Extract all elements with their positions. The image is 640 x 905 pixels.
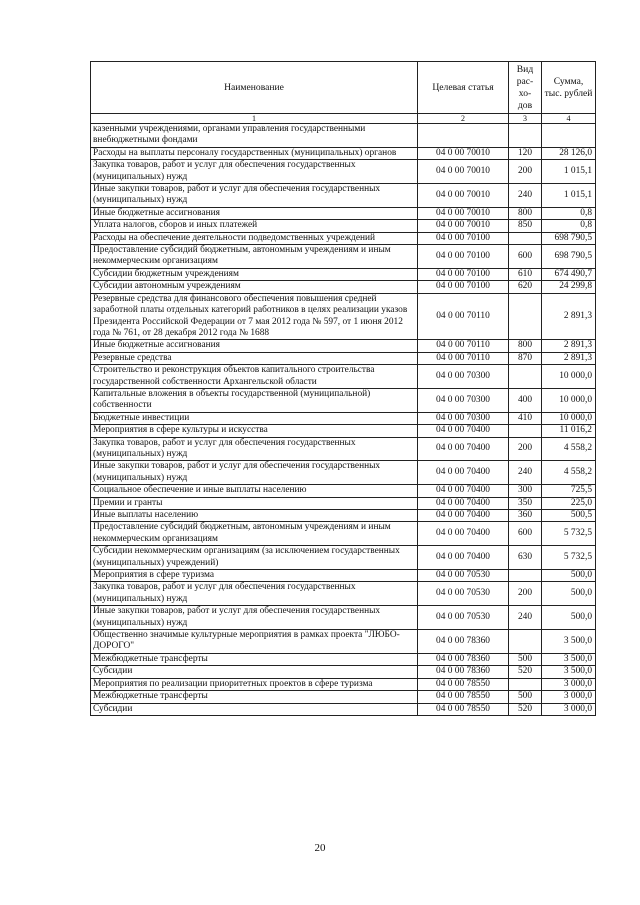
row-target-article: 04 0 00 70400 bbox=[418, 461, 509, 485]
row-expense-type: 200 bbox=[509, 437, 542, 461]
row-expense-type: 360 bbox=[509, 510, 542, 522]
row-sum: 5 732,5 bbox=[542, 522, 596, 546]
row-sum: 500,0 bbox=[542, 582, 596, 606]
row-sum: 500,0 bbox=[542, 570, 596, 582]
row-name: Капитальные вложения в объекты государственной (муниципальной) собственности bbox=[91, 388, 418, 412]
row-target-article bbox=[418, 124, 509, 148]
row-expense-type bbox=[509, 630, 542, 654]
header-sum: Сумма, тыс. рублей bbox=[542, 62, 596, 114]
row-target-article: 04 0 00 78550 bbox=[418, 691, 509, 703]
row-name: Закупка товаров, работ и услуг для обеспечения государственных (муниципальных) нужд bbox=[91, 437, 418, 461]
row-sum: 11 016,2 bbox=[542, 425, 596, 437]
table-row bbox=[91, 207, 596, 219]
column-number: 4 bbox=[542, 114, 596, 124]
table-row bbox=[91, 582, 596, 606]
table-row bbox=[91, 425, 596, 437]
table-row bbox=[91, 124, 596, 148]
row-target-article: 04 0 00 70100 bbox=[418, 268, 509, 280]
row-name: Уплата налогов, сборов и иных платежей bbox=[91, 220, 418, 232]
row-target-article: 04 0 00 70300 bbox=[418, 388, 509, 412]
row-expense-type: 300 bbox=[509, 485, 542, 497]
row-expense-type bbox=[509, 678, 542, 690]
row-target-article: 04 0 00 78550 bbox=[418, 678, 509, 690]
row-target-article: 04 0 00 70010 bbox=[418, 147, 509, 159]
row-expense-type: 800 bbox=[509, 340, 542, 352]
row-sum: 225,0 bbox=[542, 497, 596, 509]
table-row bbox=[91, 678, 596, 690]
row-name: Строительство и реконструкция объектов капитального строительства государственной собственности Архангельской области bbox=[91, 365, 418, 389]
row-expense-type: 240 bbox=[509, 461, 542, 485]
page-number: 20 bbox=[314, 842, 326, 854]
table-row bbox=[91, 365, 596, 389]
column-number: 2 bbox=[418, 114, 509, 124]
table-row bbox=[91, 268, 596, 280]
row-name: Резервные средства для финансового обеспечения повышения средней заработной платы отдельных категорий работников в целях реализации указов Президента Российской Федерации от 7 мая 2012 года № 597, от 1 июня 2012 года № 761, от 28 декабря 2012 года № 1688 bbox=[91, 293, 418, 340]
row-expense-type: 240 bbox=[509, 184, 542, 208]
row-name: Иные закупки товаров, работ и услуг для обеспечения государственных (муниципальных) нужд bbox=[91, 606, 418, 630]
row-name: Субсидии автономным учреждениям bbox=[91, 281, 418, 293]
row-expense-type: 610 bbox=[509, 268, 542, 280]
table-row bbox=[91, 522, 596, 546]
row-sum: 3 000,0 bbox=[542, 703, 596, 715]
row-name: Общественно значимые культурные мероприятия в рамках проекта "ЛЮБО-ДОРОГО" bbox=[91, 630, 418, 654]
row-sum: 3 500,0 bbox=[542, 630, 596, 654]
row-name: Предоставление субсидий бюджетным, автономным учреждениям и иным некоммерческим организациям bbox=[91, 522, 418, 546]
row-expense-type bbox=[509, 365, 542, 389]
row-expense-type: 200 bbox=[509, 582, 542, 606]
row-target-article: 04 0 00 78360 bbox=[418, 630, 509, 654]
row-sum: 500,5 bbox=[542, 510, 596, 522]
table-row bbox=[91, 220, 596, 232]
row-sum: 10 000,0 bbox=[542, 412, 596, 424]
table-row bbox=[91, 630, 596, 654]
row-target-article: 04 0 00 70400 bbox=[418, 425, 509, 437]
column-number: 3 bbox=[509, 114, 542, 124]
table-row bbox=[91, 232, 596, 244]
table-row bbox=[91, 510, 596, 522]
row-expense-type: 350 bbox=[509, 497, 542, 509]
row-sum: 0,8 bbox=[542, 207, 596, 219]
row-expense-type: 120 bbox=[509, 147, 542, 159]
table-row bbox=[91, 412, 596, 424]
row-name: Закупка товаров, работ и услуг для обеспечения государственных (муниципальных) нужд bbox=[91, 582, 418, 606]
row-sum: 28 126,0 bbox=[542, 147, 596, 159]
row-sum: 2 891,3 bbox=[542, 340, 596, 352]
row-target-article: 04 0 00 78360 bbox=[418, 666, 509, 678]
row-sum: 3 500,0 bbox=[542, 666, 596, 678]
table-row bbox=[91, 147, 596, 159]
row-target-article: 04 0 00 70400 bbox=[418, 485, 509, 497]
row-name: Иные бюджетные ассигнования bbox=[91, 340, 418, 352]
row-target-article: 04 0 00 70110 bbox=[418, 340, 509, 352]
row-expense-type: 800 bbox=[509, 207, 542, 219]
row-expense-type: 240 bbox=[509, 606, 542, 630]
row-name: Межбюджетные трансферты bbox=[91, 653, 418, 665]
row-expense-type bbox=[509, 425, 542, 437]
row-sum: 0,8 bbox=[542, 220, 596, 232]
row-expense-type: 520 bbox=[509, 703, 542, 715]
row-sum: 10 000,0 bbox=[542, 365, 596, 389]
row-sum: 698 790,5 bbox=[542, 245, 596, 269]
row-name: Мероприятия по реализации приоритетных проектов в сфере туризма bbox=[91, 678, 418, 690]
row-target-article: 04 0 00 70010 bbox=[418, 220, 509, 232]
row-name: Субсидии bbox=[91, 666, 418, 678]
row-expense-type: 630 bbox=[509, 546, 542, 570]
row-sum: 1 015,1 bbox=[542, 184, 596, 208]
row-target-article: 04 0 00 70530 bbox=[418, 606, 509, 630]
table-row bbox=[91, 160, 596, 184]
row-target-article: 04 0 00 70530 bbox=[418, 570, 509, 582]
row-name: казенными учреждениями, органами управления государственными внебюджетными фондами bbox=[91, 124, 418, 148]
table-header-row bbox=[91, 62, 596, 114]
table-row bbox=[91, 703, 596, 715]
row-target-article: 04 0 00 70110 bbox=[418, 352, 509, 364]
row-sum: 2 891,3 bbox=[542, 352, 596, 364]
table-row bbox=[91, 653, 596, 665]
row-target-article: 04 0 00 70400 bbox=[418, 497, 509, 509]
row-expense-type: 870 bbox=[509, 352, 542, 364]
row-name: Иные закупки товаров, работ и услуг для обеспечения государственных (муниципальных) нужд bbox=[91, 184, 418, 208]
header-name: Наименование bbox=[91, 62, 418, 114]
row-sum: 2 891,3 bbox=[542, 293, 596, 340]
header-target-article: Целевая статья bbox=[418, 62, 509, 114]
row-expense-type: 200 bbox=[509, 160, 542, 184]
row-sum: 10 000,0 bbox=[542, 388, 596, 412]
row-name: Иные выплаты населению bbox=[91, 510, 418, 522]
row-target-article: 04 0 00 70010 bbox=[418, 184, 509, 208]
row-expense-type: 620 bbox=[509, 281, 542, 293]
row-target-article: 04 0 00 70100 bbox=[418, 281, 509, 293]
row-name: Резервные средства bbox=[91, 352, 418, 364]
row-expense-type: 600 bbox=[509, 245, 542, 269]
row-sum: 4 558,2 bbox=[542, 437, 596, 461]
table-row bbox=[91, 184, 596, 208]
row-name: Бюджетные инвестиции bbox=[91, 412, 418, 424]
row-target-article: 04 0 00 70110 bbox=[418, 293, 509, 340]
row-target-article: 04 0 00 70400 bbox=[418, 437, 509, 461]
row-name: Расходы на выплаты персоналу государственных (муниципальных) органов bbox=[91, 147, 418, 159]
table-row bbox=[91, 352, 596, 364]
column-number-row bbox=[91, 114, 596, 124]
row-sum: 674 490,7 bbox=[542, 268, 596, 280]
table-row bbox=[91, 437, 596, 461]
row-expense-type: 500 bbox=[509, 691, 542, 703]
column-number: 1 bbox=[91, 114, 418, 124]
table-row bbox=[91, 388, 596, 412]
table-row bbox=[91, 546, 596, 570]
row-name: Мероприятия в сфере культуры и искусства bbox=[91, 425, 418, 437]
row-name: Субсидии некоммерческим организациям (за исключением государственных (муниципальных) учреждений) bbox=[91, 546, 418, 570]
table-row bbox=[91, 570, 596, 582]
row-sum: 1 015,1 bbox=[542, 160, 596, 184]
row-name: Субсидии бюджетным учреждениям bbox=[91, 268, 418, 280]
row-sum: 3 000,0 bbox=[542, 691, 596, 703]
table-row bbox=[91, 606, 596, 630]
row-name: Закупка товаров, работ и услуг для обеспечения государственных (муниципальных) нужд bbox=[91, 160, 418, 184]
row-expense-type: 520 bbox=[509, 666, 542, 678]
row-expense-type bbox=[509, 570, 542, 582]
table-row bbox=[91, 340, 596, 352]
row-expense-type: 600 bbox=[509, 522, 542, 546]
row-expense-type bbox=[509, 232, 542, 244]
row-target-article: 04 0 00 70300 bbox=[418, 412, 509, 424]
row-sum: 3 500,0 bbox=[542, 653, 596, 665]
row-expense-type: 500 bbox=[509, 653, 542, 665]
table-row bbox=[91, 461, 596, 485]
table-row bbox=[91, 293, 596, 340]
table-body bbox=[91, 124, 596, 716]
row-name: Расходы на обеспечение деятельности подведомственных учреждений bbox=[91, 232, 418, 244]
table-row bbox=[91, 666, 596, 678]
row-name: Субсидии bbox=[91, 703, 418, 715]
table-row bbox=[91, 485, 596, 497]
row-target-article: 04 0 00 78550 bbox=[418, 703, 509, 715]
row-sum: 24 299,8 bbox=[542, 281, 596, 293]
header-expense-type: Вид рас- хо- дов bbox=[509, 62, 542, 114]
row-name: Иные закупки товаров, работ и услуг для обеспечения государственных (муниципальных) нужд bbox=[91, 461, 418, 485]
table-row bbox=[91, 691, 596, 703]
row-name: Мероприятия в сфере туризма bbox=[91, 570, 418, 582]
row-target-article: 04 0 00 70400 bbox=[418, 510, 509, 522]
row-target-article: 04 0 00 70300 bbox=[418, 365, 509, 389]
row-sum: 3 000,0 bbox=[542, 678, 596, 690]
row-sum: 698 790,5 bbox=[542, 232, 596, 244]
row-expense-type bbox=[509, 124, 542, 148]
table-row bbox=[91, 281, 596, 293]
row-sum: 500,0 bbox=[542, 606, 596, 630]
row-expense-type: 400 bbox=[509, 388, 542, 412]
row-target-article: 04 0 00 70010 bbox=[418, 207, 509, 219]
row-name: Премии и гранты bbox=[91, 497, 418, 509]
table-row bbox=[91, 245, 596, 269]
row-sum: 725,5 bbox=[542, 485, 596, 497]
row-expense-type: 410 bbox=[509, 412, 542, 424]
budget-table bbox=[90, 61, 596, 716]
row-target-article: 04 0 00 70100 bbox=[418, 232, 509, 244]
row-name: Социальное обеспечение и иные выплаты населению bbox=[91, 485, 418, 497]
table-row bbox=[91, 497, 596, 509]
row-target-article: 04 0 00 70100 bbox=[418, 245, 509, 269]
row-target-article: 04 0 00 70530 bbox=[418, 582, 509, 606]
row-name: Предоставление субсидий бюджетным, автономным учреждениям и иным некоммерческим организациям bbox=[91, 245, 418, 269]
row-sum: 4 558,2 bbox=[542, 461, 596, 485]
row-expense-type: 850 bbox=[509, 220, 542, 232]
row-target-article: 04 0 00 70400 bbox=[418, 546, 509, 570]
row-name: Межбюджетные трансферты bbox=[91, 691, 418, 703]
row-name: Иные бюджетные ассигнования bbox=[91, 207, 418, 219]
row-target-article: 04 0 00 70010 bbox=[418, 160, 509, 184]
row-expense-type bbox=[509, 293, 542, 340]
row-target-article: 04 0 00 70400 bbox=[418, 522, 509, 546]
row-sum: 5 732,5 bbox=[542, 546, 596, 570]
row-target-article: 04 0 00 78360 bbox=[418, 653, 509, 665]
row-sum bbox=[542, 124, 596, 148]
